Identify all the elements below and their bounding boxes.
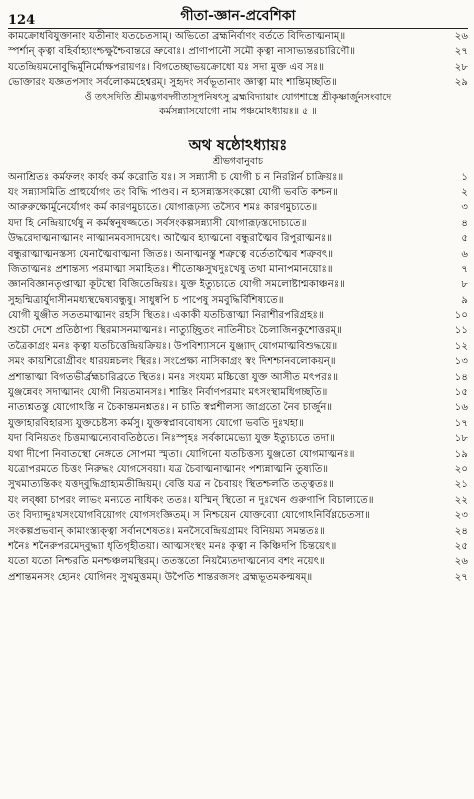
- verse-line: [8, 354, 468, 369]
- verse-text: সংকল্পপ্রভবান্‌ কামাংস্ত্যক্ত্বা সর্বানশেষতঃ। মনসৈবেন্দ্রিয়গ্রামং বিনিয়ম্য সমন্ততঃ॥: [8, 525, 325, 537]
- verse-line: [8, 231, 468, 246]
- verse-line: [8, 247, 468, 262]
- verse-number: ১১: [454, 325, 468, 337]
- verse-text: যুঞ্জন্নেবং সদাত্মানং যোগী নিয়তমানসঃ। শান্তিং নির্বাণপরমাং মৎসংস্থামধিগচ্ছতি॥: [8, 387, 328, 399]
- verse-number: ২৭: [454, 46, 468, 58]
- verse-line: [8, 539, 468, 554]
- page-number: 124: [8, 13, 36, 28]
- verse-line: [8, 493, 468, 508]
- verse-line: [8, 308, 468, 323]
- verse-number: ১৭: [454, 417, 468, 429]
- verse-number: ১: [461, 171, 468, 183]
- verses-block: [8, 170, 468, 586]
- running-title: গীতা-জ্ঞান-প্রবেশিকা: [180, 8, 296, 24]
- verse-line: [8, 400, 468, 415]
- verse-text: যতেন্দ্রিয়মনোবুদ্ধির্মুনির্মোক্ষপরায়ণঃ। বিগতেচ্ছাভয়ক্রোধো যঃ সদা মুক্ত এব সঃ॥: [8, 61, 325, 73]
- verse-line: [8, 462, 468, 477]
- verse-text: প্রশান্তমনসং হ্যেনং যোগিনং সুখমুত্তমম্‌। উপৈতি শান্তরজসং ব্রহ্মভূতমকল্মষম্‌॥: [8, 571, 313, 583]
- verse-text: যথা দীপো নিবাতস্থো নেঙ্গতে সোপমা স্মৃতা। যোগিনো যতচিত্তস্য যুঞ্জতো যোগমাত্মনঃ॥: [8, 448, 355, 460]
- verse-text: তং বিদ্যাদ্দুঃখসংযোগবিয়োগং যোগসংজ্ঞিতম্‌। স নিশ্চয়েন যোক্তব্যো যোগোঽনির্বিণ্ণচেতসা॥: [8, 510, 371, 522]
- verse-text: সুহৃন্মিত্রার্যুদাসীনমধ্যস্থদ্বেষ্যবন্ধুষু। সাধুষ্বপি চ পাপেষু সমবুদ্ধির্বিশিষ্যতে॥: [8, 294, 284, 306]
- verse-number: ২৭: [454, 571, 468, 583]
- verse-text: উদ্ধরেদাত্মনাত্মানং নাত্মানমবসাদয়েৎ। আত্মৈব হ্যাত্মনো বন্ধুরাত্মৈব রিপুরাত্মনঃ॥: [8, 233, 333, 245]
- verse-text: নাত্যশ্নতস্তু যোগোঽস্তি ন চৈকান্তমনশ্নতঃ। ন চাতি স্বপ্নশীলস্য জাগ্রতো নৈব চার্জুন॥: [8, 402, 333, 414]
- verse-text: অনাশ্রিতঃ কর্মফলং কার্যং কর্ম করোতি যঃ। স সন্ন্যাসী চ যোগী চ ন নিরগ্নির্ন চাক্রিয়ঃ॥: [8, 171, 344, 183]
- verse-line: [8, 554, 468, 569]
- verse-line: [8, 170, 468, 185]
- verse-line: [8, 570, 468, 585]
- verse-line: [8, 29, 468, 44]
- verse-line: [8, 524, 468, 539]
- verse-number: ২২: [454, 494, 468, 506]
- verse-line: [8, 323, 468, 338]
- verse-line: [8, 200, 468, 215]
- verse-number: ২৪: [454, 525, 468, 537]
- verse-line: [8, 508, 468, 523]
- verse-number: ২১: [454, 479, 468, 491]
- verse-number: ২০: [454, 463, 468, 475]
- verse-line: [8, 277, 468, 292]
- verse-line: [8, 447, 468, 462]
- verse-number: ১৯: [454, 448, 468, 460]
- verse-number: ২৫: [454, 540, 468, 552]
- verse-line: [8, 60, 468, 75]
- top-verses-block: [8, 29, 468, 91]
- verse-number: ১৩: [454, 356, 468, 368]
- verse-number: ২৬: [454, 556, 468, 568]
- verse-text: যং সন্ন্যাসমিতি প্রাহুর্যোগং তং বিদ্ধি পাণ্ডব। ন হ্যসন্ন্যস্তসংকল্পো যোগী ভবতি কশ্চন॥: [8, 186, 339, 198]
- verse-line: [8, 44, 468, 59]
- verse-text: আরুরুক্ষোর্মুনের্যোগং কর্ম কারণমুচ্যতে। যোগারূঢ়স্য তস্যৈব শমঃ কারণমুচ্যতে॥: [8, 202, 318, 214]
- chapter-title: অথ ষষ্ঠোঽধ্যায়ঃ: [188, 135, 288, 154]
- verse-text: জ্ঞানবিজ্ঞানতৃপ্তাত্মা কূটস্থো বিজিতেন্দ্রিয়ঃ। যুক্ত ইত্যুচ্যতে যোগী সমলোষ্টাশ্মকাঞ্চনঃ॥: [8, 279, 346, 291]
- verse-number: ২: [461, 186, 468, 198]
- verse-number: ৩: [461, 202, 468, 214]
- verse-number: ৮: [461, 279, 468, 291]
- verse-number: ৪: [461, 217, 468, 229]
- verse-text: সুখমাত্যন্তিকং যত্তদ্‌বুদ্ধিগ্রাহ্যমতীন্দ্রিয়ম্‌। বেত্তি যত্র ন চৈবায়ং স্থিতশ্চলতি তত্ত্বতঃ॥: [8, 479, 334, 491]
- verse-number: ১৬: [454, 402, 468, 414]
- verse-text: যোগী যুঞ্জীত সততমাত্মানং রহসি স্থিতঃ। একাকী যতচিত্তাত্মা নিরাশীরপরিগ্রহঃ॥: [8, 310, 324, 322]
- verse-text: ভোক্তারং যজ্ঞতপসাং সর্বলোকমহেশ্বরম্‌। সুহৃদং সর্বভূতানাং জ্ঞাত্বা মাং শান্তিমৃচ্ছতি॥: [8, 77, 337, 89]
- verse-text: বন্ধুরাত্মাত্মনস্তস্য যেনাত্মৈবাত্মনা জিতঃ। অনাত্মনস্তু শত্রুত্বে বর্তেতাত্মৈব শত্রুবৎ॥: [8, 248, 334, 260]
- verse-line: [8, 185, 468, 200]
- verse-number: ১০: [454, 310, 468, 322]
- verse-text: যং লব্ধ্বা চাপরং লাভং মন্যতে নাধিকং ততঃ। যস্মিন্‌ স্থিতো ন দুঃখেন গুরুণাপি বিচাল্যতে॥: [8, 494, 374, 506]
- chapter-colophon-line-1: ওঁ তৎসদিতি শ্রীমদ্ভগবদ্গীতাসূপনিষৎসু ব্রহ্মবিদ্যায়াং যোগশাস্ত্রে শ্রীকৃষ্ণার্জুনসংবাদে: [84, 91, 392, 103]
- verse-number: ১৮: [454, 433, 468, 445]
- verse-number: ৬: [461, 248, 468, 260]
- verse-number: ২৬: [454, 31, 468, 42]
- verse-text: তত্রৈকাগ্রং মনঃ কৃত্বা যতচিত্তেন্দ্রিয়ক্রিয়ঃ। উপবিশ্যাসনে যুঞ্জ্যাদ্‌ যোগমাত্মবিশুদ্ধয়ে॥: [8, 340, 338, 352]
- verse-line: [8, 477, 468, 492]
- page-header: [8, 6, 468, 29]
- verse-text: সমং কায়শিরোগ্রীবং ধারয়ন্নচলং স্থিরঃ। সংপ্রেক্ষ্য নাসিকাগ্রং স্বং দিশশ্চানবলোকয়ন্‌॥: [8, 356, 336, 368]
- verse-text: স্পর্শান্‌ কৃত্বা বহির্বাহ্যাংশ্চক্ষুশ্চৈবান্তরে ভ্রুবোঃ। প্রাণাপানৌ সমৌ কৃত্বা নাসাভ্যন্তরচারিণৌ॥: [8, 46, 356, 58]
- verse-number: ২৩: [454, 510, 468, 522]
- verse-line: [8, 416, 468, 431]
- verse-text: শুচৌ দেশে প্রতিষ্ঠাপ্য স্থিরমাসনমাত্মনঃ। নাত্যুচ্ছ্রিতং নাতিনীচং চৈলাজিনকুশোত্তরম্‌॥: [8, 325, 342, 337]
- verse-text: যদা হি নেন্দ্রিয়ার্থেষু ন কর্মস্বনুষজ্জতে। সর্বসংকল্পসন্ন্যাসী যোগারূঢ়স্তদোচ্যতে॥: [8, 217, 307, 229]
- verse-number: ২৯: [454, 77, 468, 89]
- verse-text: কামক্রোধবিযুক্তানাং যতীনাং যতচেতসাম্‌। অভিতো ব্রহ্মনির্বাণং বর্ততে বিদিতাত্মনাম্‌॥: [8, 31, 346, 42]
- verse-line: [8, 262, 468, 277]
- verse-number: ৭: [461, 263, 468, 275]
- verse-text: জিতাত্মনঃ প্রশান্তস্য পরমাত্মা সমাহিতঃ। শীতোষ্ণসুখদুঃখেষু তথা মানাপমানয়োঃ॥: [8, 263, 333, 275]
- verse-line: [8, 385, 468, 400]
- verse-text: যত্রোপরমতে চিত্তং নিরুদ্ধং যোগসেবয়া। যত্র চৈবাত্মনাত্মানং পশ্যন্নাত্মনি তুষ্যতি॥: [8, 463, 329, 475]
- verse-text: শনৈঃ শনৈরুপরমেদ্‌বুদ্ধ্যা ধৃতিগৃহীতয়া। আত্মসংস্থং মনঃ কৃত্বা ন কিঞ্চিদপি চিন্তয়েৎ॥: [8, 540, 337, 552]
- chapter-colophon-line-2: কর্মসন্ন্যাসযোগো নাম পঞ্চমোঽধ্যায়ঃ॥ ৫ ॥: [159, 105, 317, 117]
- speaker-heading: শ্রীভগবানুবাচ: [212, 155, 264, 167]
- verse-line: [8, 431, 468, 446]
- verse-number: ৫: [461, 233, 468, 245]
- verse-line: [8, 339, 468, 354]
- verse-number: ৯: [461, 294, 468, 306]
- verse-line: [8, 370, 468, 385]
- verse-number: ১৪: [454, 371, 468, 383]
- verse-number: ১২: [454, 340, 468, 352]
- verse-text: প্রশান্তাত্মা বিগতভীর্ব্রহ্মচারিব্রতে স্থিতঃ। মনঃ সংযম্য মচ্চিত্তো যুক্ত আসীত মৎপরঃ॥: [8, 371, 339, 383]
- verse-line: [8, 75, 468, 90]
- verse-text: যদা বিনিয়তং চিত্তমাত্মন্যেবাবতিষ্ঠতে। নিঃস্পৃহঃ সর্বকামেভ্যো যুক্ত ইত্যুচ্যতে তদা॥: [8, 433, 335, 445]
- verse-number: ১৫: [454, 387, 468, 399]
- verse-line: [8, 293, 468, 308]
- verse-text: যুক্তাহারবিহারস্য যুক্তচেষ্টস্য কর্মসু। যুক্তস্বপ্নাববোধস্য যোগো ভবতি দুঃখহা॥: [8, 417, 304, 429]
- verse-number: ২৮: [454, 61, 468, 73]
- verse-line: [8, 216, 468, 231]
- verse-text: যতো যতো নিশ্চরতি মনশ্চঞ্চলমস্থিরম্‌। ততস্ততো নিয়ম্যৈতদাত্মন্যেব বশং নয়েৎ॥: [8, 556, 325, 568]
